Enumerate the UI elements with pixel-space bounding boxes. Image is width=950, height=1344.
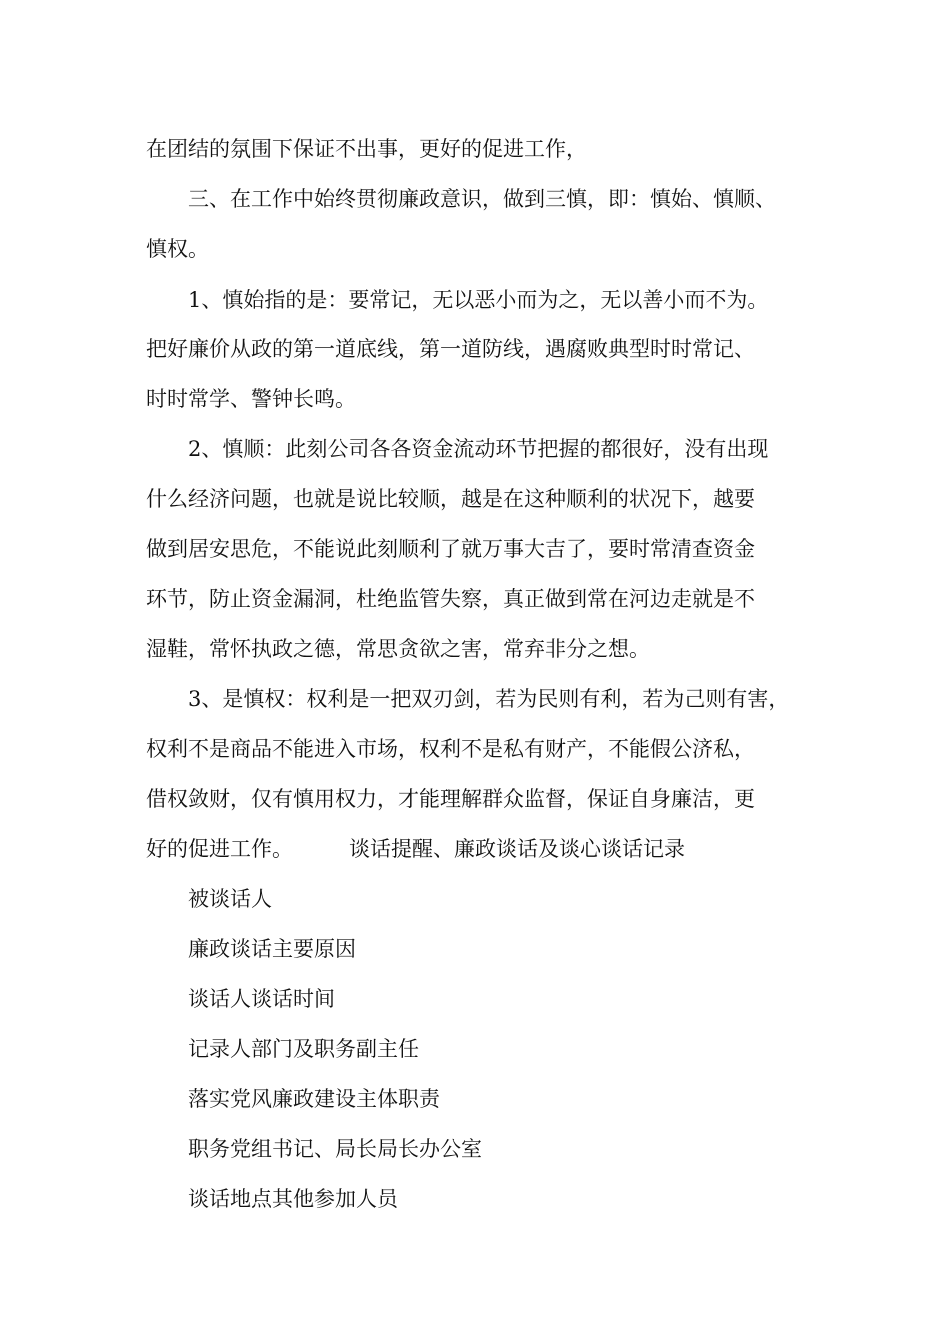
text-line: 湿鞋，常怀执政之德，常思贪欲之害，常弃非分之想。 [146, 637, 650, 661]
text-line: 借权敛财，仅有慎用权力，才能理解群众监督，保证自身廉洁，更 [146, 787, 755, 811]
text-line: 1、慎始指的是：要常记，无以恶小而为之，无以善小而不为。 [188, 288, 769, 312]
text-line: 2、慎顺：此刻公司各各资金流动环节把握的都很好，没有出现 [188, 437, 769, 461]
text-line-with-heading [146, 836, 685, 862]
record-heading: 谈话提醒、廉政谈话及谈心谈话记录 [349, 837, 685, 861]
text-line: 环节，防止资金漏洞，杜绝监管失察，真正做到常在河边走就是不 [146, 587, 755, 611]
record-field: 职务党组书记、局长局长办公室 [188, 1137, 482, 1161]
record-field: 廉政谈话主要原因 [188, 937, 356, 961]
text-line: 把好廉价从政的第一道底线，第一道防线，遇腐败典型时时常记、 [146, 337, 755, 361]
text-line: 什么经济问题，也就是说比较顺，越是在这种顺利的状况下，越要 [146, 487, 755, 511]
text-line: 三、在工作中始终贯彻廉政意识，做到三慎，即：慎始、慎顺、 [188, 187, 776, 211]
text-line: 好的促进工作。 [146, 837, 293, 861]
record-field: 谈话地点其他参加人员 [188, 1187, 398, 1211]
record-field: 谈话人谈话时间 [188, 987, 335, 1011]
text-line: 时时常学、警钟长鸣。 [146, 387, 356, 411]
text-line: 权利不是商品不能进入市场，权利不是私有财产，不能假公济私， [146, 737, 755, 761]
record-field: 被谈话人 [188, 887, 272, 911]
text-line: 在团结的氛围下保证不出事，更好的促进工作， [146, 137, 587, 161]
text-line: 做到居安思危，不能说此刻顺利了就万事大吉了，要时常清查资金 [146, 537, 755, 561]
text-line: 慎权。 [146, 237, 209, 261]
text-line: 3、是慎权：权利是一把双刃剑，若为民则有利，若为己则有害， [188, 687, 790, 711]
record-field: 记录人部门及职务副主任 [188, 1037, 419, 1061]
record-field: 落实党风廉政建设主体职责 [188, 1087, 440, 1111]
